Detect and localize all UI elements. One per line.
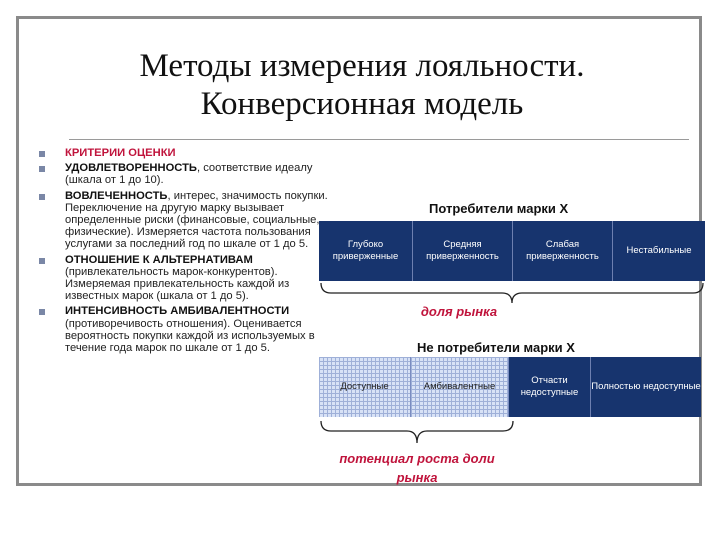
nonusers-segments [319, 357, 701, 417]
bullet-item [39, 162, 334, 186]
title-line-2: Конверсионная модель [200, 86, 524, 122]
bullet-marker-icon [39, 309, 45, 315]
segment-available: Доступные [319, 357, 411, 417]
bullet-head: УДОВЛЕТВОРЕННОСТЬ [65, 162, 197, 175]
bullet-item [39, 254, 334, 303]
nonusers-caption: потенциал роста доли рынка [339, 451, 495, 485]
segment-unstable: Нестабильные [613, 221, 705, 281]
bullet-marker-icon [39, 258, 45, 264]
bullet-head: ОТНОШЕНИЕ К АЛЬТЕРНАТИВАМ [65, 253, 253, 266]
bullet-text: (привлекательность марок-конкурентов). Измеряемая привлекательность каждой из известных марок (шкала от 1 до 5). [65, 265, 290, 303]
users-brace-icon [319, 281, 705, 305]
bullet-text: , соответствие идеалу (шкала от 1 до 10). [65, 162, 313, 187]
segment-deeply-committed: Глубоко приверженные [319, 221, 413, 281]
segment-ambivalent: Амбивалентные [411, 357, 509, 417]
nonusers-group-title: Не потребители марки Х [417, 340, 575, 355]
bullet-marker-icon [39, 194, 45, 200]
bullet-item [39, 190, 334, 251]
segment-fully-unavailable: Полностью недоступные [591, 357, 701, 417]
nonusers-brace-icon [319, 419, 515, 445]
bullet-head: ВОВЛЕЧЕННОСТЬ [65, 189, 168, 202]
title-line-1: Методы измерения лояльности. [139, 48, 585, 84]
bullet-head: ИНТЕНСИВНОСТЬ АМБИВАЛЕНТНОСТИ [65, 305, 290, 318]
users-segments [319, 221, 705, 281]
bullet-marker-icon [39, 166, 45, 172]
criteria-list [39, 147, 334, 357]
users-group-title: Потребители марки Х [429, 201, 569, 216]
bullet-text: (противоречивость отношения). Оценивается вероятность покупки каждой из используемых в течение года марок по шкале от 1 до 5. [65, 317, 315, 355]
bullet-item [39, 305, 334, 354]
slide [16, 16, 702, 486]
users-caption: доля рынка [420, 304, 498, 319]
bullet-head: КРИТЕРИИ ОЦЕНКИ [65, 147, 176, 159]
bullet-text: , интерес, значимость покупки. Переключение на другую марку вызывает определенные риски (финансовые, социальные, физические). Измеряется частота пользования услугами за последний год по шкале от 1 до 5. [65, 189, 328, 251]
segment-weak-commitment: Слабая приверженность [513, 221, 613, 281]
segment-medium-commitment: Средняя приверженность [413, 221, 513, 281]
segment-partly-unavailable: Отчасти недоступные [509, 357, 591, 417]
bullet-item [39, 147, 334, 159]
bullet-marker-icon [39, 151, 45, 157]
title-divider [69, 139, 689, 140]
slide-title [19, 47, 705, 123]
